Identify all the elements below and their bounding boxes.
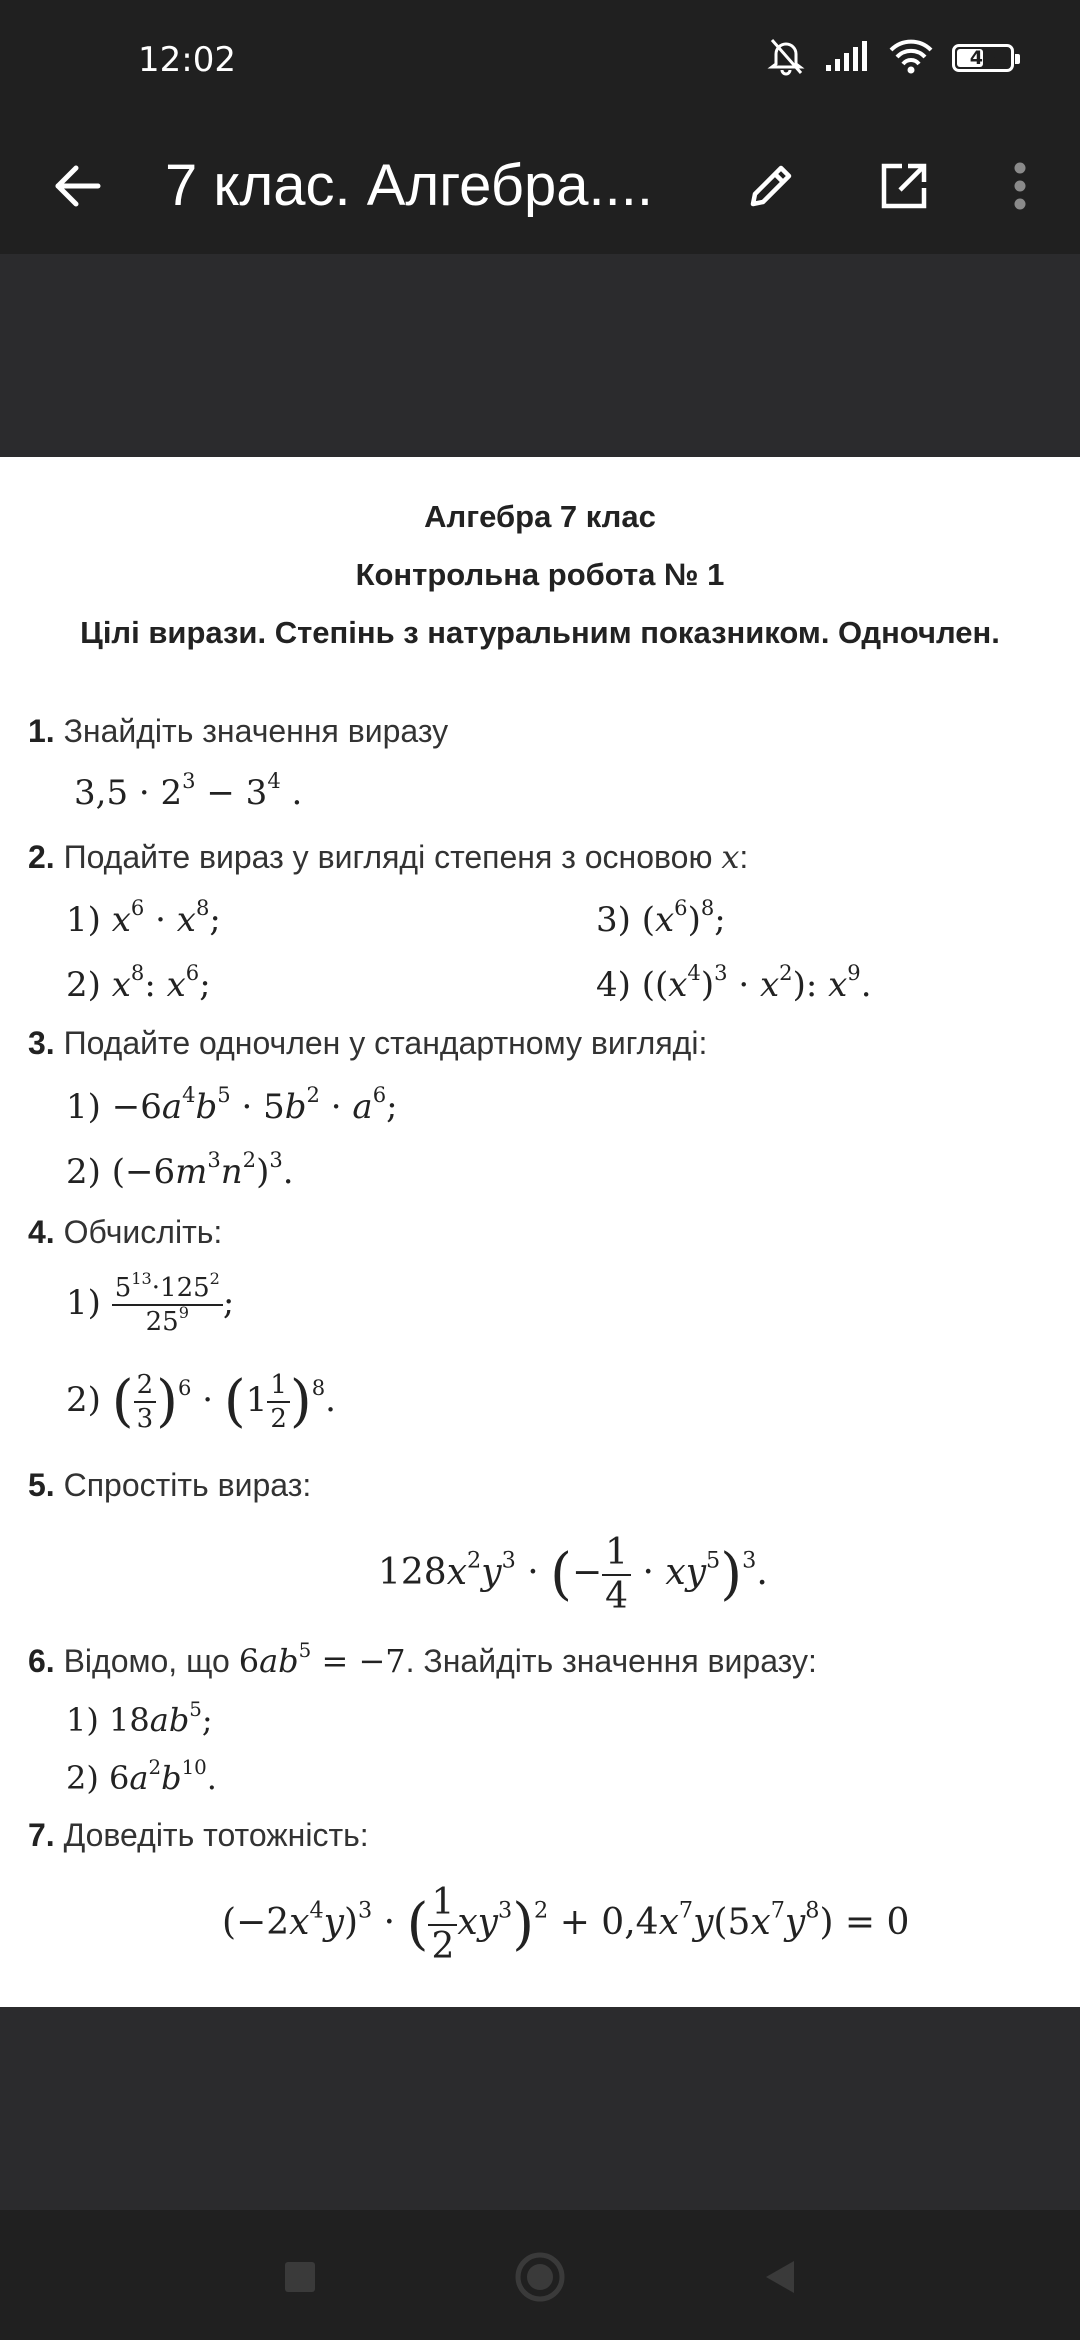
task-5-expression: $128x^2y^3$ · (− $\frac{1}{4}$ · $xy^5)^3$. [378,1532,768,1617]
task-2-item-4: 4) $((x^4)^3 \cdot x^2)$: $x^9$. [596,960,872,1005]
task-4-item-2: 2) ( $\frac{2}{3}$ )$^6$ · (1 $\frac{1}{2}$ )$^8$. [66,1369,336,1434]
task-2: 2. Подайте вираз у вигляді степеня з основою x: [28,838,749,876]
arrow-back-icon [52,160,104,212]
document-title: 7 клас. Алгебра.... [165,153,653,218]
task-2-item-2: 2) $x^8$: $x^6$; [66,960,211,1005]
triangle-back-icon [760,2257,800,2297]
task-1: 1. Знайдіть значення виразу [28,713,449,749]
doc-topic: Цілі вирази. Степінь з натуральним показником. Одночлен. [80,615,1000,650]
pencil-icon [743,158,799,214]
task-5: 5. Спростіть вираз: [28,1467,312,1503]
home-button[interactable] [508,2245,572,2309]
clock: 12:02 [138,40,236,80]
recents-button[interactable] [268,2245,332,2309]
open-external-button[interactable] [866,148,942,224]
task-3: 3. Подайте одночлен у стандартному вигляді: [28,1025,708,1061]
task-3-item-2: 2) $(-6m^3n^2)^3$. [66,1147,294,1192]
doc-test-title: Контрольна робота № 1 [355,557,725,592]
wifi-icon [888,38,934,79]
task-7: 7. Доведіть тотожність: [28,1817,369,1853]
back-nav-button[interactable] [748,2245,812,2309]
task-6-item-2: 2) $6a^2b^{10}$. [66,1756,217,1797]
task-2-item-3: 3) $(x^6)^8$; [596,895,726,940]
navigation-bar [0,2210,1080,2340]
more-options-button[interactable] [982,148,1058,224]
task-3-item-1: $1) -6a^4b^5 \cdot 5b^2 \cdot a^6$; [66,1082,398,1127]
status-bar [0,0,1080,118]
more-vert-icon [1010,158,1030,214]
square-icon [282,2259,318,2295]
doc-subject: Алгебра 7 клас [424,499,656,534]
task-6-item-1: 1) $18ab^5$; [66,1698,213,1739]
task-4-item-1: 1) $\frac{5^{13}\cdot 125^2}{25^9}$ ; [66,1268,235,1337]
status-icons [766,36,1014,80]
task-7-expression: $(-2x^4y)^3$ · ( $\frac{1}{2}$ $xy^3)^2 + 0,4x^7y(5x^7y^8) = 0$ [222,1882,910,1967]
mute-bell-icon [766,36,806,81]
task-6: 6. Відомо, що $6ab^5 = -7$. Знайдіть значення виразу: [28,1639,817,1680]
open-in-new-icon [876,158,932,214]
battery-icon [952,44,1014,72]
back-button[interactable] [40,148,116,224]
battery-level: 46 [969,47,997,69]
app-bar [0,118,1080,254]
document-page [0,457,1080,2007]
task-1-expression: $3,5 \cdot 2^3 - 3^4$ . [74,768,303,813]
task-2-item-1: 1) $x^6 \cdot x^8$; [66,895,221,940]
edit-button[interactable] [733,148,809,224]
task-4: 4. Обчисліть: [28,1214,223,1250]
circle-home-icon [512,2249,568,2305]
signal-icon [824,39,870,78]
